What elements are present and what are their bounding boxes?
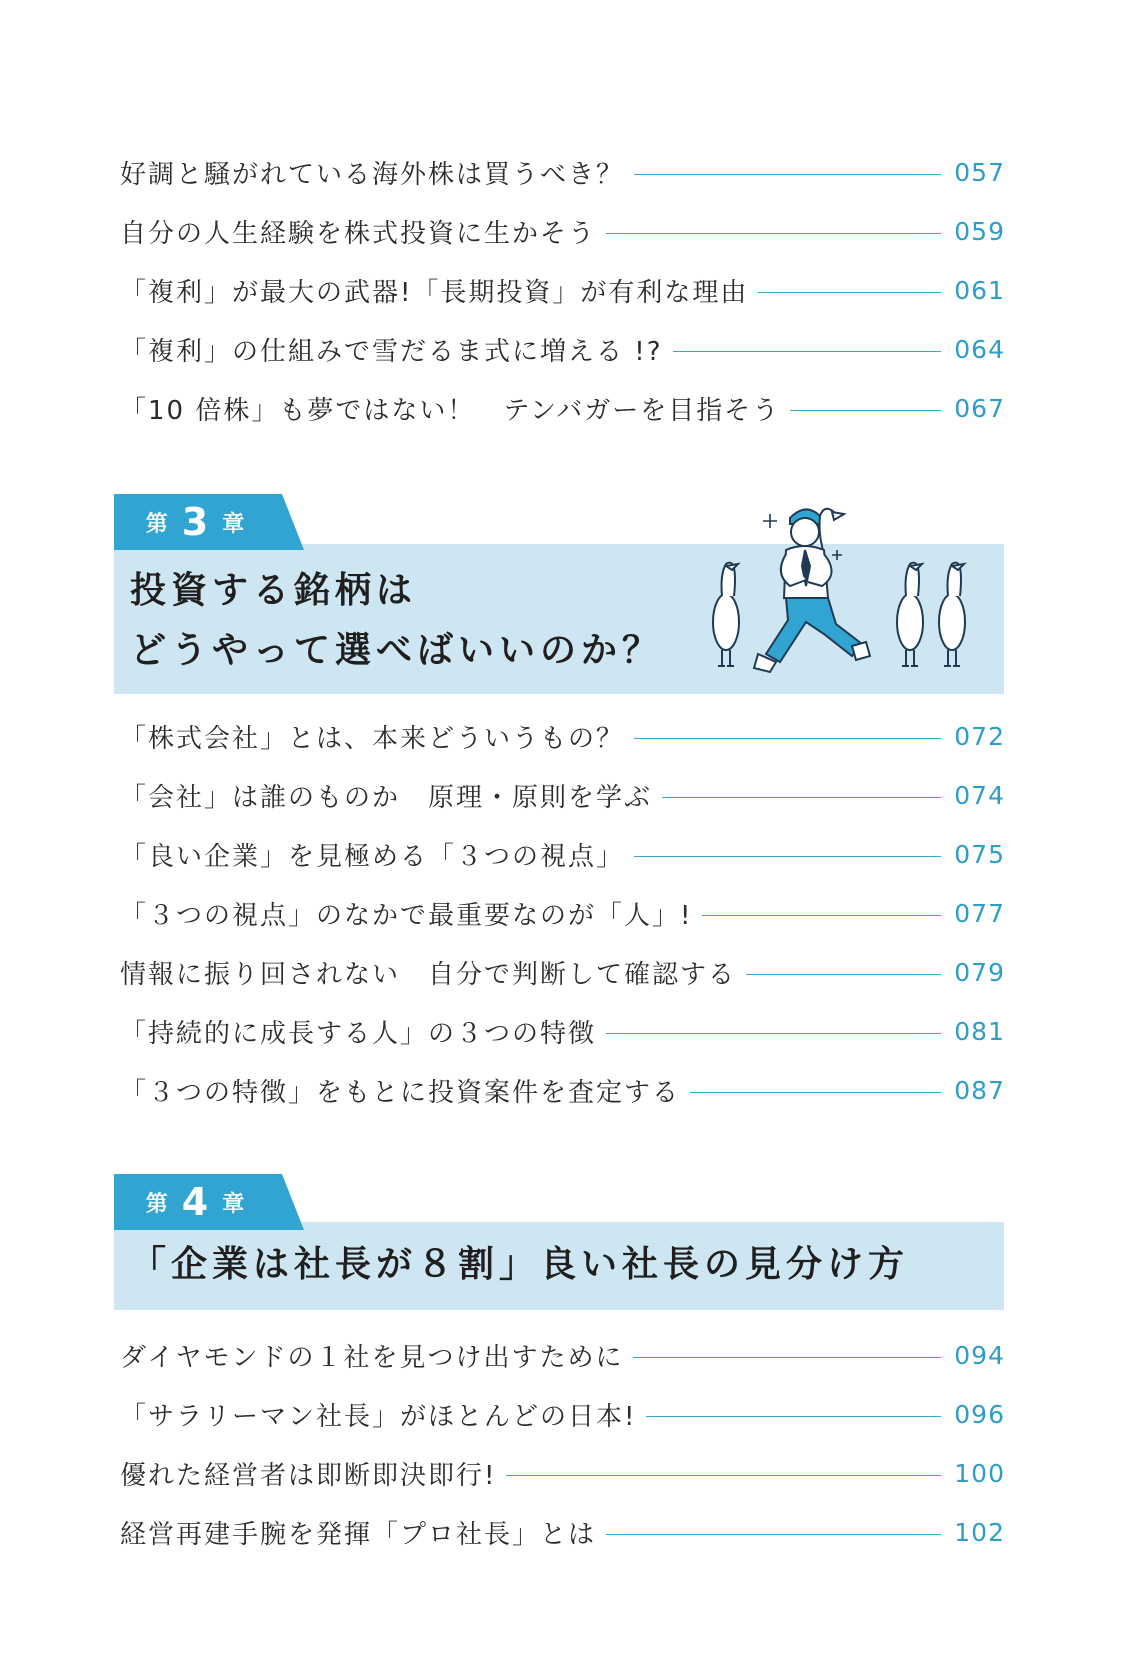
toc-row (120, 386, 1005, 430)
toc-row (120, 327, 1005, 371)
leader-line (606, 1534, 941, 1535)
toc-entry-title: 「会社」は誰のものか 原理・原則を学ぶ (120, 782, 653, 813)
leader-line (634, 738, 941, 739)
toc-page-number: 102 (954, 1517, 1005, 1547)
leader-line (646, 1416, 941, 1417)
toc-page-number: 061 (954, 275, 1005, 305)
toc-entry-title: 「持続的に成長する人」の３つの特徴 (120, 1018, 597, 1049)
toc-row (120, 950, 1005, 994)
toc-page-number: 094 (954, 1340, 1005, 1370)
toc-row (120, 714, 1005, 758)
toc-row (120, 773, 1005, 817)
toc-page-number: 067 (954, 393, 1005, 423)
chapter-label-prefix: 第 (145, 511, 176, 537)
leader-line (606, 233, 941, 234)
toc-entry-title: 自分の人生経験を株式投資に生かそう (120, 218, 597, 249)
toc-entry-title: 「３つの特徴」をもとに投資案件を査定する (120, 1077, 681, 1108)
toc-page-number: 072 (954, 721, 1005, 751)
toc-entry-title: 情報に振り回されない 自分で判断して確認する (120, 959, 737, 990)
man-with-geese-illustration (694, 494, 994, 689)
chapter-tab-label (114, 1174, 284, 1230)
toc-page-number: 100 (954, 1458, 1005, 1488)
toc-page-number: 064 (954, 334, 1005, 364)
leader-line (702, 915, 941, 916)
chapter-number: 3 (181, 500, 217, 544)
chapter-tab-label (114, 494, 284, 550)
toc-row (120, 268, 1005, 312)
chapter-heading-line2: どうやって選べばいいのか？ (130, 630, 664, 671)
toc-entry-title: 「良い企業」を見極める「３つの視点」 (120, 841, 625, 872)
toc-row (120, 832, 1005, 876)
toc-row (120, 1009, 1005, 1053)
goose-icon (897, 563, 923, 666)
leader-line (634, 174, 941, 175)
toc-row (120, 1333, 1005, 1377)
chapter-heading-line1: 投資する銘柄は (130, 570, 418, 611)
toc-row (120, 1392, 1005, 1436)
toc-page-number: 077 (954, 898, 1005, 928)
toc-entry-title: 優れた経営者は即断即決即行! (120, 1460, 497, 1491)
leader-line (790, 410, 941, 411)
toc-entry-title: 「株式会社」とは、本来どういうもの？ (120, 723, 625, 754)
leader-line (758, 292, 941, 293)
toc-row (120, 891, 1005, 935)
leader-line (746, 974, 941, 975)
chapter-label-prefix: 第 (145, 1191, 176, 1217)
toc-entry-title: 「10 倍株」も夢ではない！ テンバガーを目指そう (120, 395, 781, 426)
chapter-heading-line1: 「企業は社長が８割」良い社長の見分け方 (130, 1244, 910, 1285)
toc-row (120, 1510, 1005, 1554)
leader-line (633, 1357, 941, 1358)
chapter-number: 4 (181, 1180, 217, 1224)
toc-row (120, 209, 1005, 253)
leader-line (606, 1033, 941, 1034)
toc-row (120, 1068, 1005, 1112)
leader-line (506, 1475, 941, 1476)
toc-entry-title: ダイヤモンドの１社を見つけ出すために (120, 1342, 624, 1373)
toc-entry-title: 経営再建手腕を発揮「プロ社長」とは (120, 1519, 597, 1550)
toc-entry-title: 「サラリーマン社長」がほとんどの日本! (120, 1401, 637, 1432)
chapter-4-header (114, 1174, 1004, 1314)
goose-icon (939, 563, 965, 666)
leader-line (673, 351, 942, 352)
toc-page-number: 079 (954, 957, 1005, 987)
toc-page-number: 057 (954, 157, 1005, 187)
leader-line (690, 1092, 941, 1093)
leader-line (634, 856, 941, 857)
chapter-3-header (114, 494, 1004, 694)
chapter-label-suffix: 章 (222, 511, 253, 537)
goose-icon (713, 563, 739, 666)
toc-page-number: 075 (954, 839, 1005, 869)
toc-page-number: 087 (954, 1075, 1005, 1105)
toc-row (120, 150, 1005, 194)
leader-line (662, 797, 941, 798)
toc-page-number: 081 (954, 1016, 1005, 1046)
toc-entry-title: 「複利」が最大の武器!「長期投資」が有利な理由 (120, 277, 749, 308)
chapter-label-suffix: 章 (222, 1191, 253, 1217)
toc-page-number: 059 (954, 216, 1005, 246)
toc-entry-title: 好調と騒がれている海外株は買うべき？ (120, 159, 625, 190)
toc-row (120, 1451, 1005, 1495)
toc-page-number: 074 (954, 780, 1005, 810)
toc-page-number: 096 (954, 1399, 1005, 1429)
toc-entry-title: 「複利」の仕組みで雪だるま式に増える !? (120, 336, 663, 367)
toc-entry-title: 「３つの視点」のなかで最重要なのが「人」! (120, 900, 693, 931)
